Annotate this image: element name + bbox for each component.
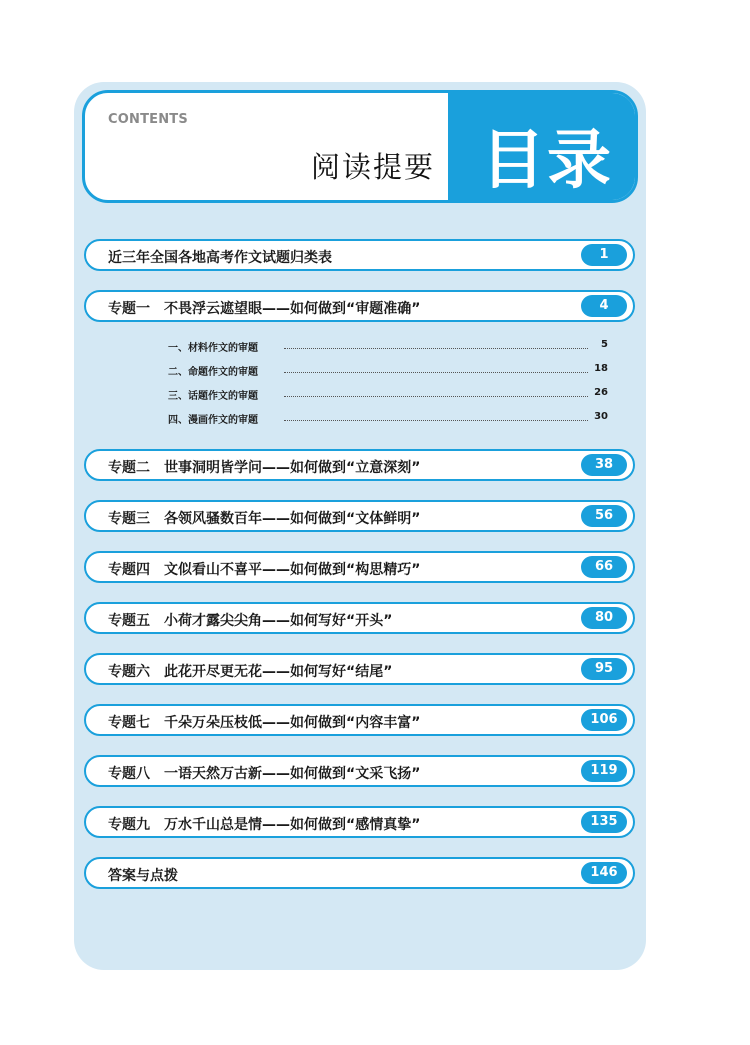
entry-title: 不畏浮云遮望眼——如何做到“审题准确”: [164, 301, 421, 317]
entry-prefix: 专题一: [108, 301, 150, 317]
toc-subentry[interactable]: [168, 363, 608, 379]
toc-entry-topic-3[interactable]: [84, 500, 635, 532]
entry-prefix: 专题二: [108, 460, 150, 476]
toc-subentry[interactable]: [168, 387, 608, 403]
subentry-page: 30: [594, 411, 608, 422]
entry-prefix: 专题六: [108, 664, 150, 680]
subentry-title: 一、材料作文的审题: [168, 343, 258, 354]
page-number-badge: 4: [581, 295, 627, 317]
subentry-page: 5: [601, 339, 608, 350]
leader-dots: [284, 420, 588, 421]
entry-title: 近三年全国各地高考作文试题归类表: [108, 250, 332, 266]
contents-header: [82, 90, 638, 203]
entry-prefix: 专题九: [108, 817, 150, 833]
entry-title: 小荷才露尖尖角——如何写好“开头”: [164, 613, 393, 629]
entry-title: 万水千山总是情——如何做到“感情真挚”: [164, 817, 421, 833]
page-number-badge: 56: [581, 505, 627, 527]
entry-prefix: 专题三: [108, 511, 150, 527]
toc-entry-topic-1[interactable]: [84, 290, 635, 322]
entry-prefix: 专题五: [108, 613, 150, 629]
entry-title: 各领风骚数百年——如何做到“文体鲜明”: [164, 511, 421, 527]
toc-entry-overview[interactable]: [84, 239, 635, 271]
page-number-badge: 106: [581, 709, 627, 731]
leader-dots: [284, 372, 588, 373]
entry-prefix: 专题七: [108, 715, 150, 731]
subentry-page: 18: [594, 363, 608, 374]
toc-entry-topic-6[interactable]: [84, 653, 635, 685]
entry-title: 此花开尽更无花——如何写好“结尾”: [164, 664, 393, 680]
header-subtitle: 阅读提要: [310, 150, 435, 184]
page-number-badge: 146: [581, 862, 627, 884]
page-title: 目录: [481, 124, 613, 198]
page-number-badge: 119: [581, 760, 627, 782]
entry-prefix: 专题四: [108, 562, 150, 578]
toc-subentry[interactable]: [168, 339, 608, 355]
entry-title: 世事洞明皆学问——如何做到“立意深刻”: [164, 460, 421, 476]
toc-entry-topic-8[interactable]: [84, 755, 635, 787]
entry-title: 一语天然万古新——如何做到“文采飞扬”: [164, 766, 421, 782]
leader-dots: [284, 348, 588, 349]
page-number-badge: 135: [581, 811, 627, 833]
subentry-title: 三、话题作文的审题: [168, 391, 258, 402]
toc-entry-topic-4[interactable]: [84, 551, 635, 583]
page-number-badge: 80: [581, 607, 627, 629]
contents-label: CONTENTS: [108, 112, 188, 127]
toc-entry-answers[interactable]: [84, 857, 635, 889]
subentry-page: 26: [594, 387, 608, 398]
toc-entry-topic-5[interactable]: [84, 602, 635, 634]
subentry-title: 四、漫画作文的审题: [168, 415, 258, 426]
page-number-badge: 95: [581, 658, 627, 680]
toc-entry-topic-2[interactable]: [84, 449, 635, 481]
leader-dots: [284, 396, 588, 397]
page-number-badge: 38: [581, 454, 627, 476]
toc-entry-topic-9[interactable]: [84, 806, 635, 838]
entry-title: 千朵万朵压枝低——如何做到“内容丰富”: [164, 715, 421, 731]
page-number-badge: 66: [581, 556, 627, 578]
subentry-title: 二、命题作文的审题: [168, 367, 258, 378]
entry-prefix: 专题八: [108, 766, 150, 782]
page-number-badge: 1: [581, 244, 627, 266]
toc-subentry[interactable]: [168, 411, 608, 427]
entry-title: 文似看山不喜平——如何做到“构思精巧”: [164, 562, 421, 578]
entry-title: 答案与点拨: [108, 868, 178, 884]
toc-entry-topic-7[interactable]: [84, 704, 635, 736]
